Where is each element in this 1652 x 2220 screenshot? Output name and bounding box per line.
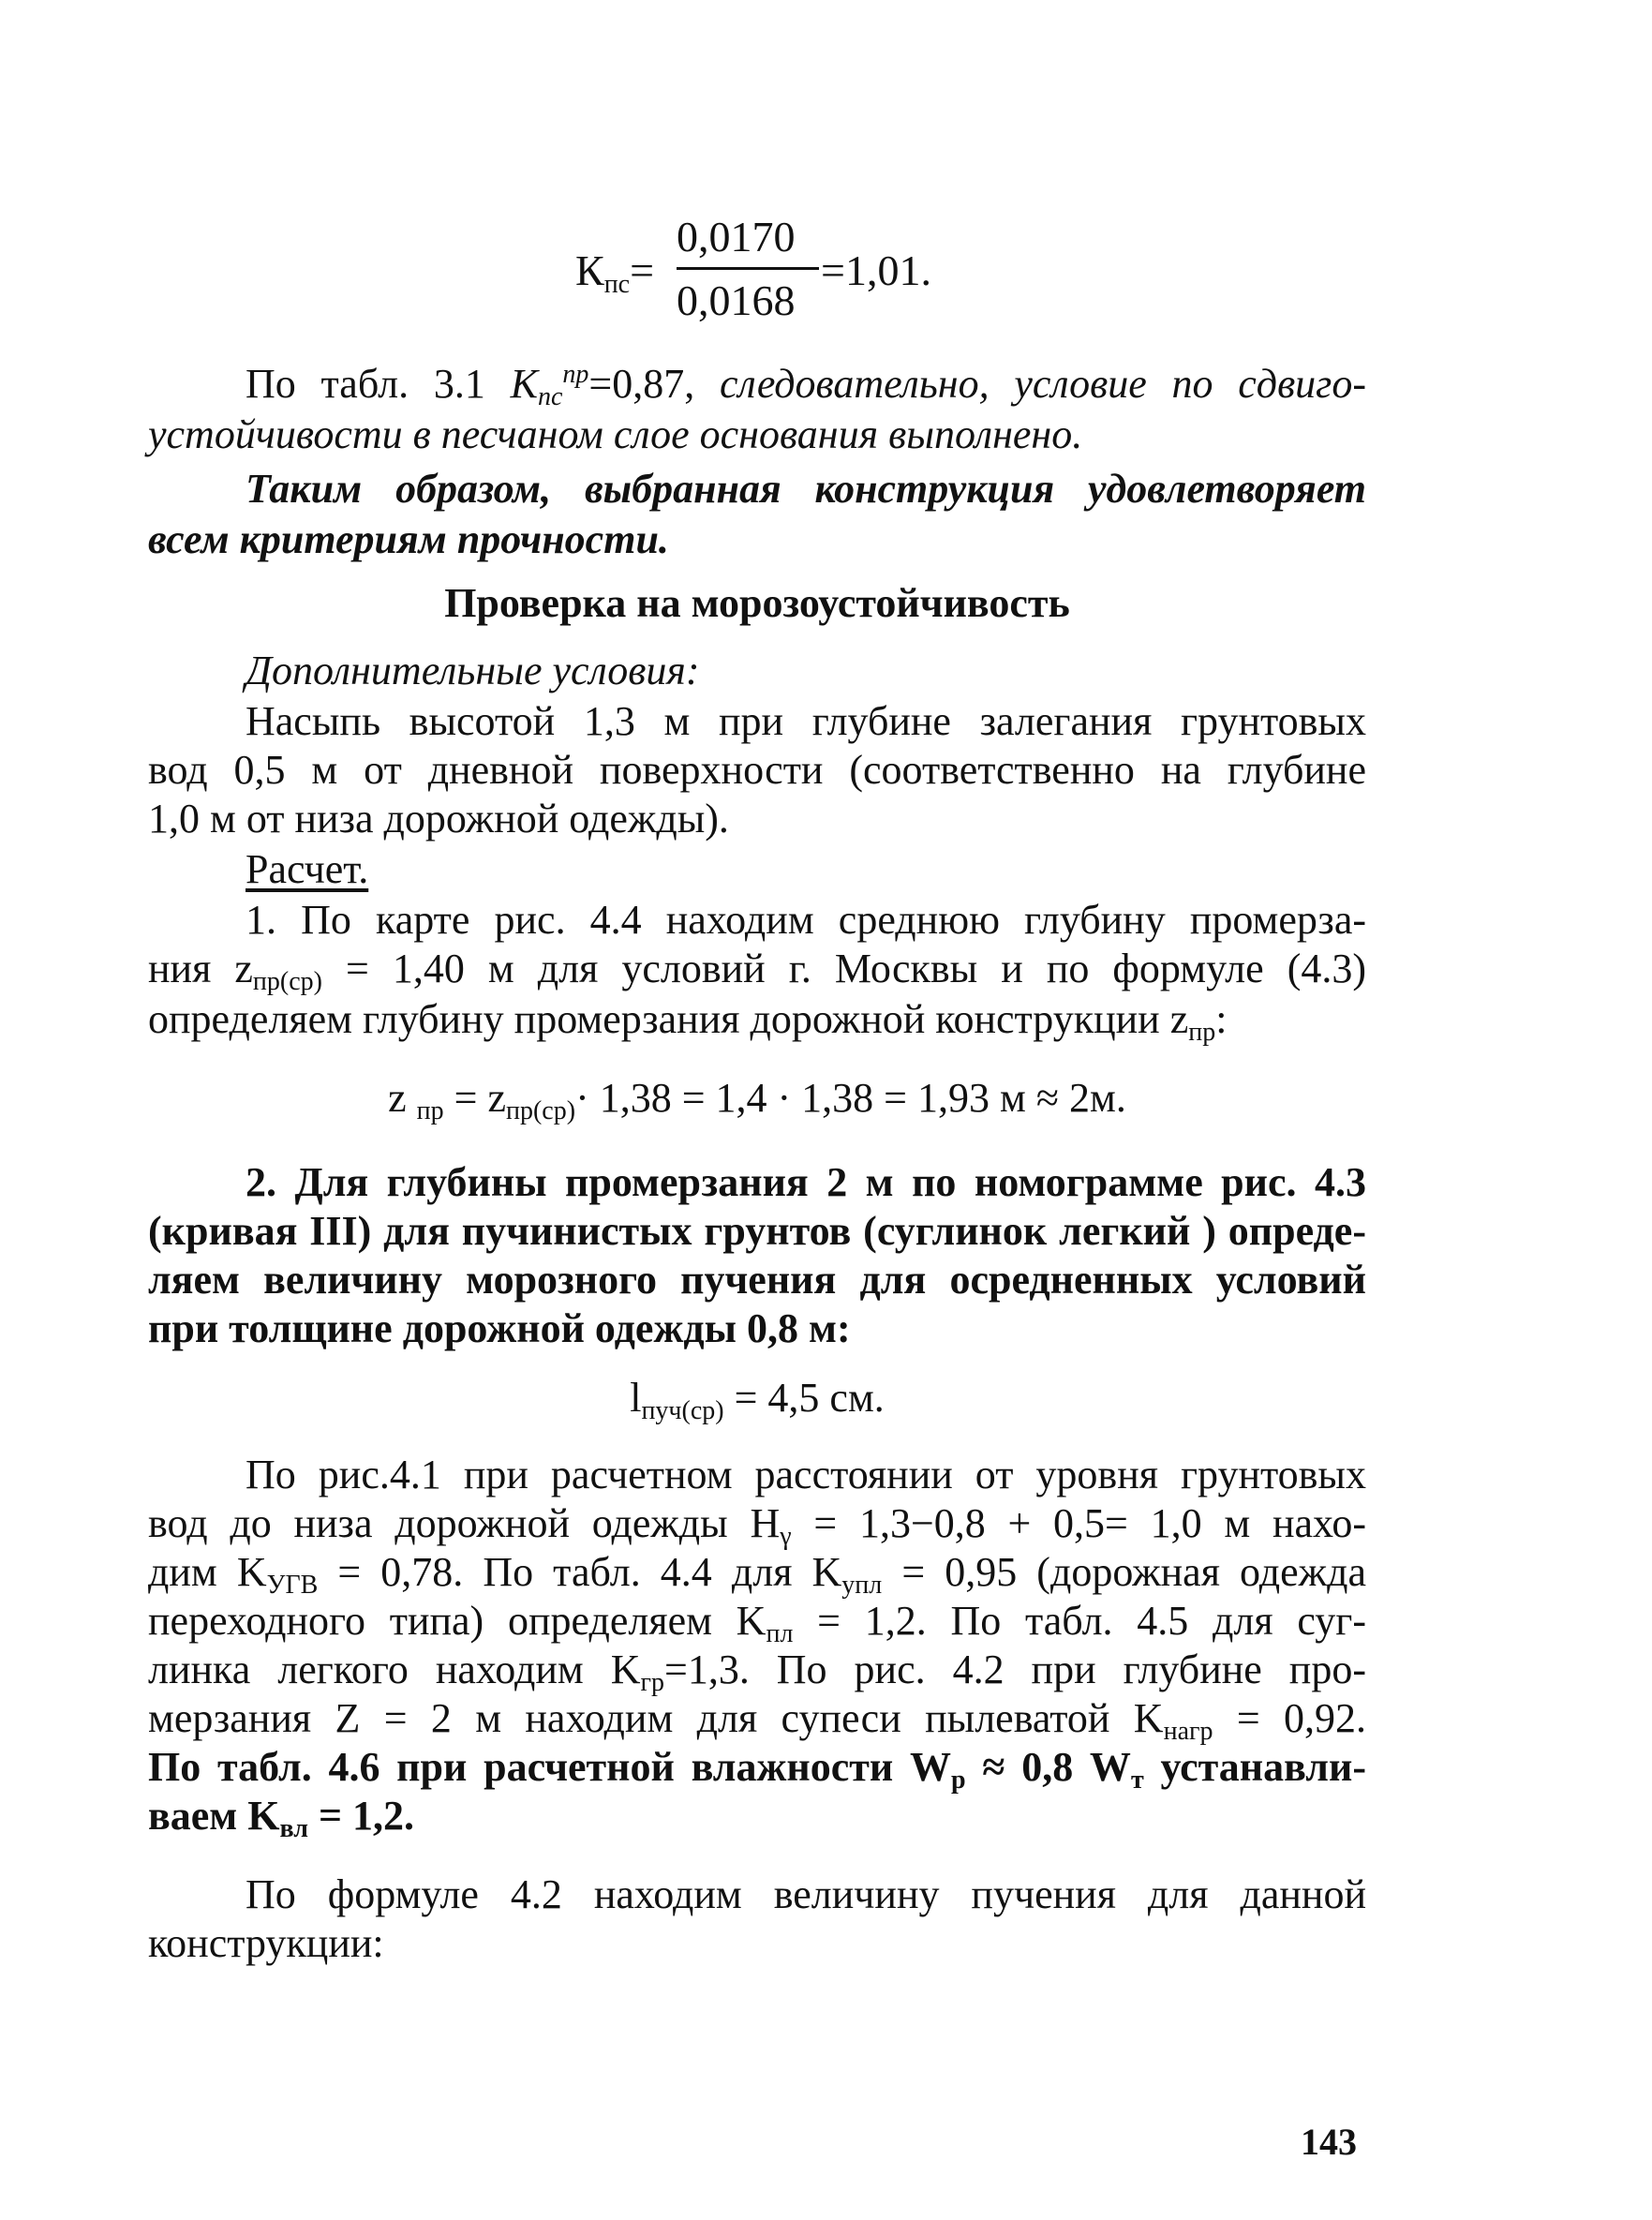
page-number: 143 [1301,2121,1357,2163]
formula-kps-lhs: $К_{пс}=$ [575,246,655,299]
formula-kps-denominator: 0,0168 [677,276,796,324]
formula-kps-result: =1,01. [821,246,931,294]
para4-line1: По формуле 4.2 находим величину пучения для данной [246,1871,1366,1917]
step1-line1: 1. По карте рис. 4.4 находим среднюю глубину промерза- [246,897,1366,943]
formula-z: z $_{пр} = z_{пр(ср)}\cdot 1,38 = 1,4 \cdot 1,38 = 1,93$ м ≈ 2м. [388,1075,1126,1125]
formula-kps-numerator: 0,0170 [677,213,796,261]
conclusion-line1: Таким образом, выбранная конструкция удовлетворяет [246,466,1366,512]
section-heading: Проверка на морозоустойчивость [444,580,1070,626]
para3-line1: По рис.4.1 при расчетном расстоянии от уровня грунтовых [246,1452,1366,1497]
para3-line4: переходного типа) определяем $K_{пл} = 1,2$. По табл. 4.5 для суг- [148,1598,1366,1648]
para3-line6: мерзания Z = 2 м находим для супеси пылеватой $K_{нагр} = 0,92$. [148,1695,1366,1746]
extra-line2: вод 0,5 м от дневной поверхности (соответственно на глубине [148,747,1366,793]
step2-line3: ляем величину морозного пучения для осредненных условий [148,1257,1366,1303]
fraction-line [677,267,819,270]
para3-line8: ваем $K_{вл} = 1,2$. [148,1793,415,1843]
step2-line2: (кривая III) для пучинистых грунтов (суглинок легкий ) опреде- [148,1208,1366,1254]
para3-line7: По табл. 4.6 при расчетной влажности $W_р \approx 0,8$ $W_т$ устанавли- [148,1744,1366,1795]
extra-line1: Насыпь высотой 1,3 м при глубине залегания грунтовых [246,698,1366,744]
para3-line2: вод до низа дорожной одежды $H_\gamma = 1,3-0,8 + 0,5= 1,0$ м нахо- [148,1500,1366,1551]
step2-line4: при толщине дорожной одежды 0,8 м: [148,1305,851,1351]
para1-line2: устойчивости в песчаном слое основания выполнено. [148,411,1083,457]
calc-title: Расчет. [246,846,369,892]
step1-line3: определяем глубину промерзания дорожной конструкции $z_{пр}$: [148,996,1228,1047]
formula-l: $l_{пуч(ср)} = 4,5$ см. [630,1375,885,1425]
extra-conditions-title: Дополнительные условия: [246,648,700,693]
conclusion-line2: всем критериям прочности. [148,516,669,562]
extra-line3: 1,0 м от низа дорожной одежды). [148,796,729,842]
para3-line3: дим $K_{УГВ} = 0,78$. По табл. 4.4 для $K_{упл} = 0,95$ (дорожная одежда [148,1549,1366,1600]
para4-line2: конструкции: [148,1920,384,1966]
step2-line1: 2. Для глубины промерзания 2 м по номограмме рис. 4.3 [246,1159,1366,1205]
para1-line1: По табл. 3.1 $K_{пс}^{пр}=0,87$, следовательно, условие по сдвиго- [246,360,1366,411]
para3-line5: линка легкого находим $K_{гр}=1,3$. По рис. 4.2 при глубине про- [148,1646,1366,1697]
step1-line2: ния $z_{пр(ср)} = 1,40$ м для условий г. Москвы и по формуле (4.3) [148,946,1366,996]
